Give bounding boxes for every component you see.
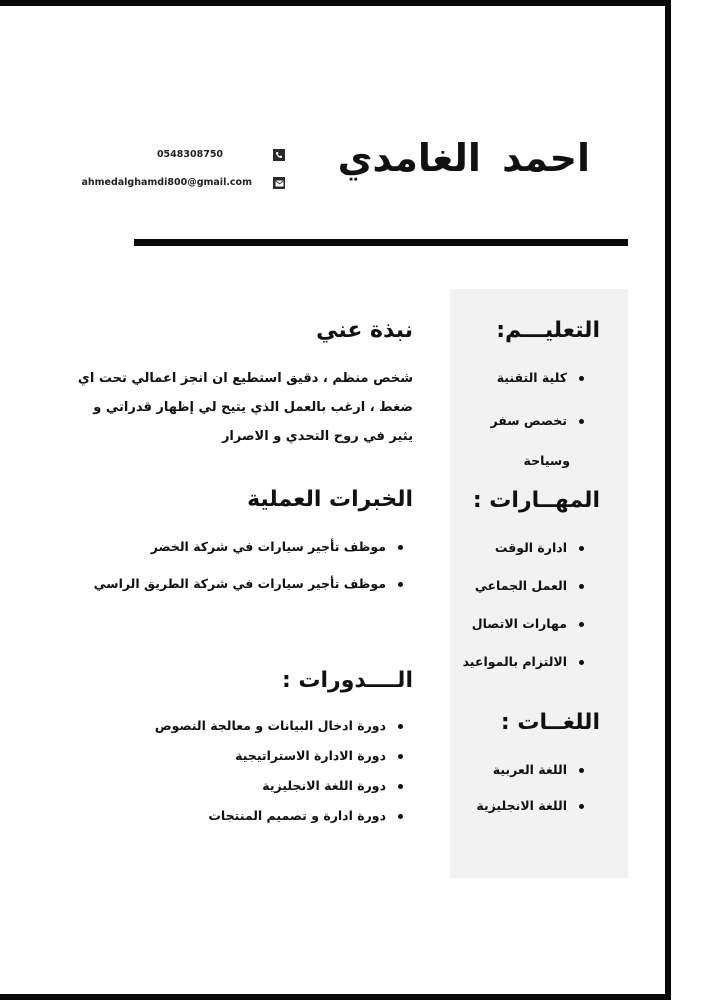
bullet-icon (579, 376, 584, 381)
bullet-icon (579, 584, 584, 589)
bullet-icon (398, 814, 403, 819)
courses-heading: الــــدورات : (281, 668, 413, 693)
header-divider (134, 239, 628, 246)
experience-item: موظف تأجير سيارات في شركة الخضر (151, 539, 403, 554)
education-item: كلية التقنية (497, 370, 584, 385)
phone-icon (273, 149, 285, 161)
skill-item: العمل الجماعي (475, 578, 584, 593)
course-item: دورة اللغة الانجليزية (262, 778, 403, 793)
email-address: ahmedalghamdi800@gmail.com (81, 177, 252, 188)
education-heading: التعليـــم: (496, 318, 600, 343)
language-item: اللغة الانجليزية (476, 798, 584, 813)
phone-number: 0548308750 (156, 149, 224, 160)
language-item: اللغة العربية (493, 762, 584, 777)
about-paragraph: شخص منظم ، دقيق استطيع ان انجز اعمالي تحت اي ضغط ، ارغب بالعمل الذي يتيح لي إظهار قدراتي و يثير في روح التحدي و الاصرار (77, 371, 413, 444)
course-item: دورة ادخال البيانات و معالجة النصوص (155, 718, 403, 733)
experience-heading: الخبرات العملية (247, 487, 413, 512)
course-item: دورة الادارة الاستراتيجية (235, 748, 403, 763)
skill-item: مهارات الاتصال (472, 616, 584, 631)
bullet-icon (579, 804, 584, 809)
skills-heading: المهــارات : (472, 488, 600, 513)
bullet-icon (398, 545, 403, 550)
education-item: تخصص سفر (491, 413, 585, 428)
page-border-bottom (0, 994, 671, 1000)
bullet-icon (398, 724, 403, 729)
skill-item: ادارة الوقت (495, 540, 584, 555)
bullet-icon (579, 660, 584, 665)
bullet-icon (579, 768, 584, 773)
about-heading: نبذة عني (316, 318, 413, 343)
candidate-name: احمد الغامدي (337, 136, 590, 180)
page-border-right (665, 0, 671, 1000)
page-border-top (0, 0, 671, 6)
skill-item: الالتزام بالمواعيد (463, 654, 584, 669)
bullet-icon (579, 622, 584, 627)
mail-icon (273, 177, 285, 189)
bullet-icon (579, 419, 584, 424)
education-item-continued: وسياحة (523, 453, 570, 468)
experience-item: موظف تأجير سيارات في شركة الطريق الراسي (94, 576, 403, 591)
course-item: دورة ادارة و تصميم المنتجات (208, 808, 403, 823)
bullet-icon (398, 582, 403, 587)
bullet-icon (398, 754, 403, 759)
bullet-icon (398, 784, 403, 789)
languages-heading: اللغــات : (500, 710, 600, 735)
bullet-icon (579, 546, 584, 551)
